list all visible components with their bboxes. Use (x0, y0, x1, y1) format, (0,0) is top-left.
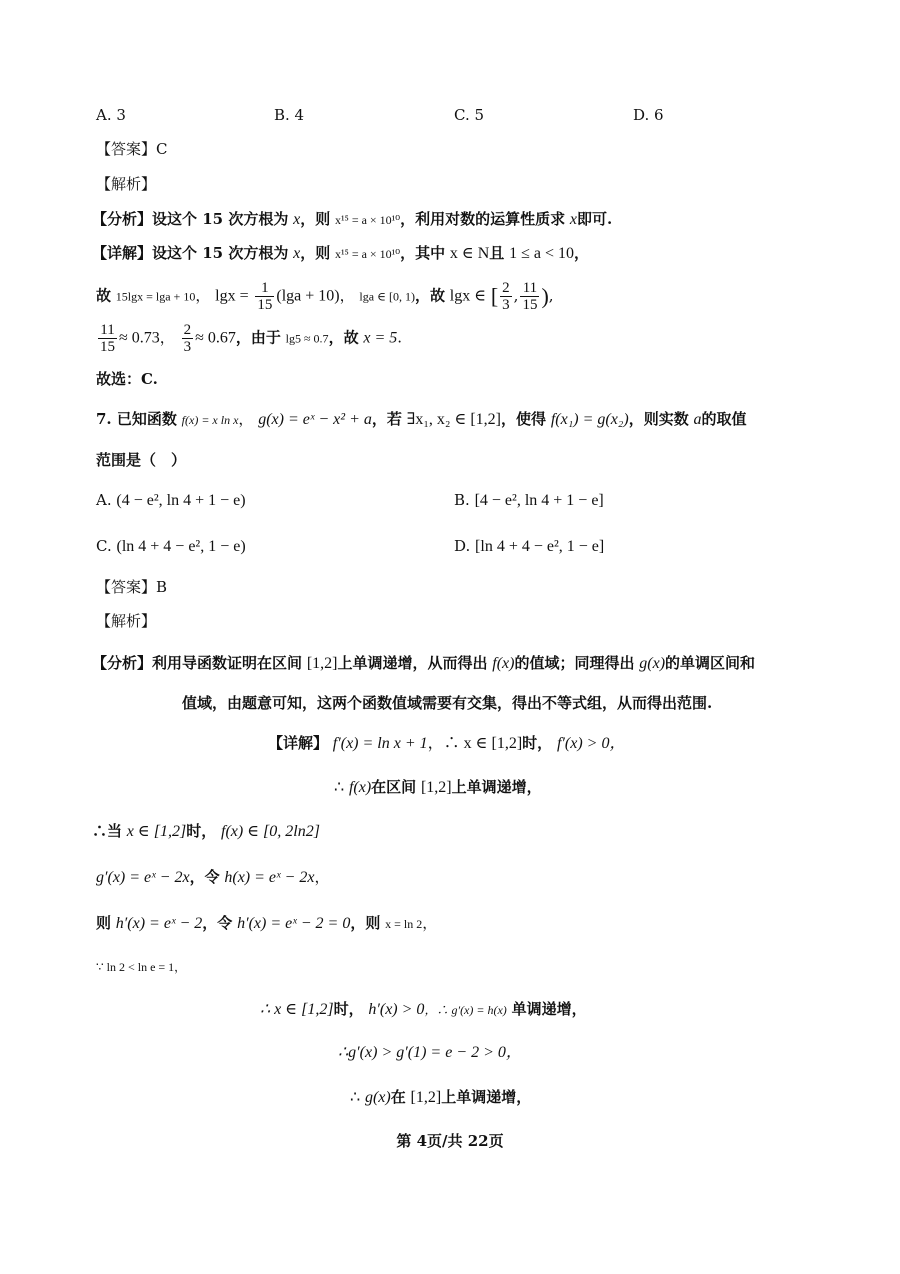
xj-text: ，其中 (400, 244, 446, 262)
option-value: (ln 4 + 4 − e², 1 − e) (116, 538, 246, 555)
text: 故 (96, 286, 112, 305)
q6-xiangjie (92, 242, 589, 265)
interval: [1,2] (410, 1089, 442, 1106)
frac-num: 1 (255, 280, 274, 297)
formula: f(x) = x ln x (181, 413, 239, 427)
frac-num: 11 (520, 280, 539, 297)
xiangjie-tag: 【详解】 (92, 244, 153, 262)
fraction-1-15 (255, 280, 274, 313)
formula: f(x) (492, 655, 515, 672)
xiangjie-tag: 【详解】 (268, 734, 329, 752)
q7-stem: 7. 已知函数 f(x) = x ln x， g(x) = eˣ − x² + a，若 ∃x₁, x₂ ∈ [1,2]，使得 f(x₁) = g(x₂)，则实数 a的取值 (96, 410, 747, 428)
formula: f(x) ∈ [0, 2ln2] (221, 823, 320, 840)
text: 在 (390, 1088, 406, 1106)
answer-tag: 【答案】 (96, 140, 157, 158)
option-value: [ln 4 + 4 − e², 1 − e] (475, 538, 605, 555)
q7-xiangjie-3 (92, 820, 320, 843)
text: ，由于 (235, 328, 281, 347)
q6-fenxi (92, 208, 612, 231)
text: ， (422, 914, 438, 932)
frac-den: 15 (257, 297, 273, 313)
therefore: ∴ (350, 1089, 361, 1106)
text: ，故 (328, 328, 359, 347)
formula: x = 5 (363, 329, 398, 347)
text: ，故 (414, 286, 445, 305)
q7-xiangjie-8: ∴g′(x) > g′(1) = e − 2 > 0， (338, 1044, 522, 1061)
fenxi-tag: 【分析】 (92, 654, 153, 672)
text: ，令 (189, 868, 220, 886)
stem-text: 的取值 (701, 410, 747, 428)
formula: g(x) (639, 655, 666, 672)
var-x: x (569, 211, 577, 228)
q6-option-a: A. 3 (96, 106, 126, 124)
q7-fenxi-2: 值域，由题意可知，这两个函数值域需要有交集，得出不等式组，从而得出范围. (182, 694, 713, 712)
var-x: x (293, 245, 301, 262)
option-label: C. (96, 537, 112, 555)
interval: [1,2] (306, 655, 338, 672)
formula: h′(x) = eˣ − 2 (115, 915, 203, 932)
bracket-open: [ (490, 283, 499, 309)
var-x: x (293, 211, 301, 228)
stem-text: ，则实数 (628, 410, 689, 428)
q7-xiangjie-4 (96, 866, 329, 889)
q6-option-d: D. 6 (633, 106, 664, 124)
formula: lg5 ≈ 0.7 (285, 331, 329, 346)
frac-den: 15 (100, 339, 115, 355)
formula: 1 ≤ a < 10 (509, 245, 574, 262)
formula: x ∈ N (449, 245, 490, 262)
frac-num: 11 (98, 322, 117, 339)
formula: ∴ x ∈ [1,2] (260, 1001, 334, 1018)
formula: x = ln 2 (385, 917, 423, 931)
text: ，令 (202, 914, 233, 932)
fenxi-tag: 【分析】 (92, 210, 153, 228)
answer-value: C (156, 140, 168, 158)
formula: ≈ 0.73 (119, 329, 160, 347)
q7-xiangjie-6: ∵ ln 2 < ln e = 1， (96, 960, 187, 974)
formula: h(x) = eˣ − 2x (224, 869, 315, 886)
stem-text: ，若 (371, 410, 402, 428)
text: 上单调递增， (441, 1088, 532, 1106)
q7-answer (96, 576, 167, 598)
formula: ∃x₁, x₂ ∈ [1,2] (406, 411, 502, 428)
formula: g′(x) = eˣ − 2x (96, 869, 190, 886)
formula: f′(x) = ln x + 1 (332, 735, 428, 752)
formula: (lga + 10) (276, 287, 340, 305)
q6-guxuan: 故选：C. (96, 370, 158, 388)
option-label: D. (454, 537, 471, 555)
q6-jiexi: 【解析】 (96, 175, 157, 193)
q7-option-d (454, 535, 604, 558)
fenxi-text: 利用导函数证明在区间 (152, 654, 303, 672)
fraction-2-3 (182, 322, 194, 355)
therefore: ∴ (334, 779, 345, 796)
option-label: A. (96, 491, 112, 509)
frac-den: 3 (502, 297, 510, 313)
formula: 15lgx = lga + 10 (115, 289, 196, 304)
text: ∴当 (92, 822, 123, 840)
formula: f(x₁) = g(x₂) (550, 411, 629, 428)
q7-fenxi (92, 652, 755, 675)
q7-option-c (96, 535, 246, 558)
var-a: a (693, 411, 702, 428)
q6-line3: $\frac{11}{15}$ ≈ 0.73， $\frac{2}{3}$ ≈ 0.67，由于 lg5 ≈ 0.7，故 x = 5. (100, 322, 403, 355)
formula: ≈ 0.67 (195, 329, 236, 347)
text: 在区间 (371, 778, 417, 796)
formula: h′(x) > 0 (368, 1001, 425, 1018)
formula: f′(x) > 0， (556, 735, 626, 752)
text: ， (314, 868, 330, 886)
option-label: B. (454, 491, 470, 509)
fenxi-text: 的值域；同理得出 (514, 654, 635, 672)
formula: x¹⁵ = a × 10¹⁰ (335, 247, 401, 261)
fenxi-text: 设这个 15 次方根为 (152, 210, 289, 228)
fenxi-text: 即可. (577, 210, 613, 228)
text: . (397, 328, 403, 347)
formula: ，∴ x ∈ [1,2] (427, 735, 523, 752)
answer-value: B (156, 578, 168, 596)
text: 单调递增， (511, 1000, 587, 1018)
sep: ， (195, 286, 211, 305)
formula: g(x) = eˣ − x² + a (258, 411, 372, 428)
xj-text: ， (574, 244, 590, 262)
fenxi-text: ，则 (300, 210, 331, 228)
formula: h′(x) = eˣ − 2 = 0 (237, 915, 351, 932)
xj-text: ，则 (300, 244, 331, 262)
formula: ，∴ g′(x) = h(x) (424, 1003, 507, 1017)
formula: f(x) (348, 779, 372, 796)
stem-text: 7. 已知函数 (96, 410, 177, 428)
q7-xiangjie-7 (260, 998, 587, 1021)
option-value: (4 − e², ln 4 + 1 − e) (116, 492, 246, 509)
xj-text: 设这个 15 次方根为 (152, 244, 289, 262)
q7-stem-2: 范围是（ ） (96, 451, 187, 469)
q7-xiangjie-5 (96, 912, 437, 935)
option-value: [4 − e², ln 4 + 1 − e] (474, 492, 604, 509)
interval: [1,2] (420, 779, 452, 796)
q6-answer (96, 138, 168, 160)
q7-option-b (454, 489, 604, 512)
page-footer: 第 4页/共 22页 (396, 1132, 504, 1150)
fraction-11-15 (520, 280, 539, 313)
text: 时， (186, 822, 217, 840)
fenxi-text: 的单调区间和 (665, 654, 756, 672)
q7-jiexi: 【解析】 (96, 612, 157, 630)
answer-tag: 【答案】 (96, 578, 157, 596)
formula: x¹⁵ = a × 10¹⁰ (335, 213, 401, 227)
formula: lgx = (215, 287, 249, 305)
stem-text: ，使得 (501, 410, 547, 428)
frac-num: 2 (183, 322, 192, 338)
text: ，则 (350, 914, 381, 932)
fenxi-text: ，利用对数的运算性质求 (400, 210, 566, 228)
q7-option-a (96, 489, 246, 512)
formula: g(x) (364, 1089, 391, 1106)
q7-xiangjie-9 (350, 1086, 531, 1109)
text: 时， (522, 734, 553, 752)
fraction-2-3 (500, 280, 512, 313)
formula: x ∈ [1,2] (126, 823, 187, 840)
sep: ， (339, 286, 355, 305)
frac-den: 15 (522, 297, 538, 313)
q6-option-c: C. 5 (454, 106, 485, 124)
text: 上单调递增， (451, 778, 542, 796)
q7-xiangjie-1 (268, 732, 625, 755)
q6-option-b: B. 4 (274, 106, 305, 124)
formula: lgx ∈ (449, 287, 487, 305)
q6-line2: 故 15lgx = lga + 10， lgx = $\frac{1}{15}$ (lga + 10)， lga ∈ [0, 1)，故 lgx ∈ [ $\frac{2}{3}$ , $\frac{11}{15}$ ), (96, 280, 554, 313)
xj-text: 且 (489, 244, 505, 262)
fenxi-text: 上单调递增，从而得出 (337, 654, 488, 672)
formula: lga ∈ [0, 1) (359, 289, 415, 304)
bracket-close: ) (541, 283, 549, 309)
frac-den: 3 (183, 339, 192, 355)
text: 时， (333, 1000, 364, 1018)
fraction-11-15 (98, 322, 117, 355)
frac-num: 2 (502, 280, 510, 296)
q7-xiangjie-2 (334, 776, 542, 799)
text: 则 (96, 914, 112, 932)
